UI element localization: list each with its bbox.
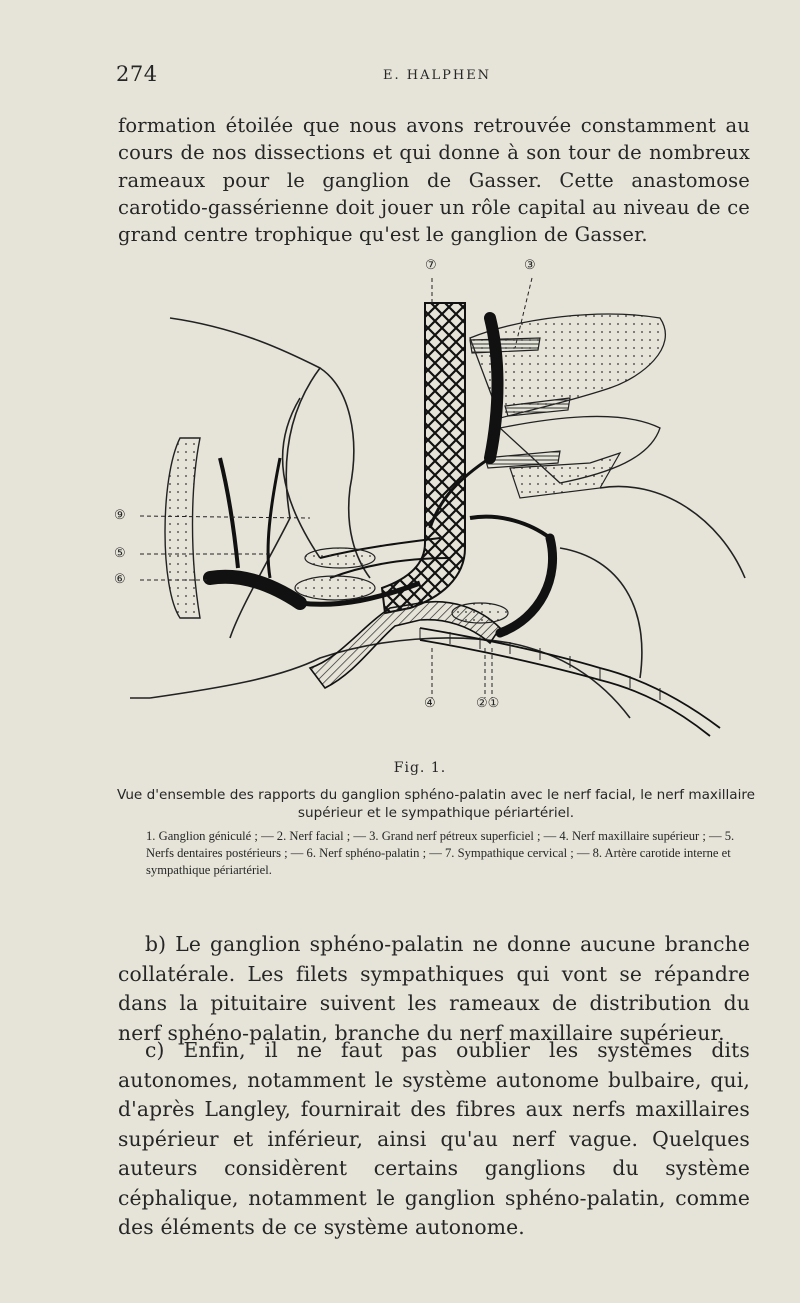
anatomical-figure <box>114 258 760 758</box>
figure-label: Fig. 1. <box>393 760 447 776</box>
figure-legend: 1. Ganglion géniculé ; — 2. Nerf facial ; — 3. Grand nerf pétreux superficiel ; — 4. Nerf maxillaire supérieur ; — 5. Nerfs dentaires postérieurs ; — 6. Nerf sphéno-palatin ; — 7. Sympathique cervical ; — 8. Artère carotide interne et sympathique périartériel. <box>146 829 735 877</box>
marker-bottom-2: ②① <box>476 696 500 711</box>
figure-caption: Vue d'ensemble des rapports du ganglion sphéno-palatin avec le nerf facial, le nerf maxillaire supérieur et le sympathique périartériel. <box>116 787 756 821</box>
running-head: E. HALPHEN <box>383 68 492 83</box>
paragraph-2: b) Le ganglion sphéno-palatin ne donne aucune branche collatérale. Les filets sympathiques qui vont se répandre dans la pituitaire suivent les rameaux de distribution du nerf sphéno-palatin, branche du nerf maxillaire supérieur. <box>118 932 750 1045</box>
anatomical-drawing <box>120 258 760 758</box>
paragraph-3: c) Enfin, il ne faut pas oublier les systèmes dits autonomes, notamment le système autonome bulbaire, qui, d'après Langley, fournirait des fibres aux nerfs maxillaires supérieur et inférieur, ainsi qu'au nerf vague. Quelques auteurs considèrent certains ganglions du système céphalique, notamment le ganglion sphéno-palatin, comme des éléments de ce système autonome. <box>118 1038 750 1239</box>
marker-bottom-1: ④ <box>424 696 436 711</box>
paragraph-1: formation étoilée que nous avons retrouvée constamment au cours de nos dissections et qui donne à son tour de nombreux rameaux pour le ganglion de Gasser. Cette anastomose carotido-gassérienne doit jouer un rôle capital au niveau de ce grand centre trophique qu'est le ganglion de Gasser. <box>118 114 750 247</box>
marker-left-2: ⑤ <box>114 546 126 561</box>
marker-left-3: ⑥ <box>114 572 126 587</box>
marker-top-left: ⑦ <box>425 258 437 273</box>
marker-left-1: ⑨ <box>114 508 126 523</box>
marker-top-right: ③ <box>524 258 536 273</box>
page-number: 274 <box>116 62 158 86</box>
